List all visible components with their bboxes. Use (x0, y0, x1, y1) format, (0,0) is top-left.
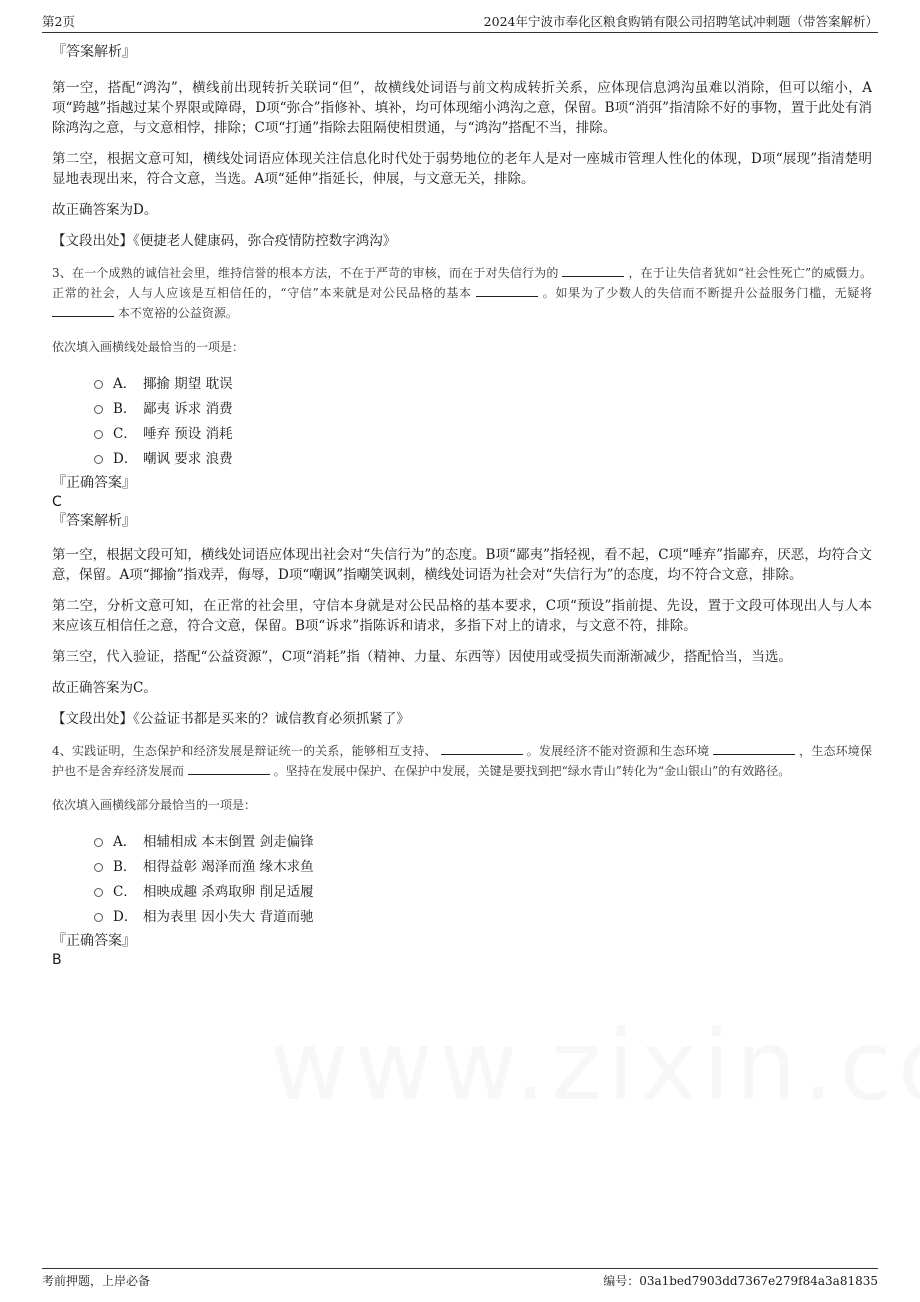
question-prompt: 依次填入画横线处最恰当的一项是： (52, 340, 245, 354)
analysis-heading: 『答案解析』 (52, 513, 136, 529)
page-footer (42, 1268, 878, 1289)
answer-conclusion: 故正确答案为D。 (52, 202, 158, 218)
radio-icon[interactable] (94, 863, 103, 872)
fill-blank (562, 264, 624, 277)
analysis-paragraph: 第三空，代入验证，搭配“公益资源”，C项“消耗”指（精神、力量、东西等）因使用或受损失而渐渐减少，搭配恰当，当选。 (52, 649, 792, 665)
document-id: 编号：03a1bed7903dd7367e279f84a3a81835 (603, 1274, 878, 1288)
page-number: 第2页 (42, 14, 75, 29)
footer-slogan: 考前押题，上岸必备 (42, 1274, 151, 1288)
radio-icon[interactable] (94, 913, 103, 922)
correct-answer-heading: 『正确答案』 (52, 475, 136, 491)
radio-icon[interactable] (94, 430, 103, 439)
source-citation: 【文段出处】《便捷老人健康码，弥合疫情防控数字鸿沟》 (52, 233, 397, 249)
analysis-paragraph: 第二空，根据文意可知，横线处词语应体现关注信息化时代处于弱势地位的老年人是对一座城市管理人性化的体现，D项“展现”指清楚明显地表现出来，符合文意，当选。A项“延伸”指延长，伸展，与文意无关，排除。 (52, 151, 872, 187)
correct-answer-heading: 『正确答案』 (52, 933, 136, 949)
question-3-options (52, 372, 872, 472)
watermark (270, 1010, 920, 1122)
analysis-paragraph: 第二空，分析文意可知，在正常的社会里，守信本身就是对公民品格的基本要求，C项“预设”指前提、先设，置于文段可体现出人与人本来应该互相信任之意，符合文意，保留。B项“诉求”指陈诉和请求，多指下对上的请求，与文意不符，排除。 (52, 598, 872, 634)
option-a[interactable]: A． 相辅相成 本末倒置 剑走偏锋 (94, 830, 872, 855)
analysis-paragraph: 第一空，根据文段可知，横线处词语应体现出社会对“失信行为”的态度。B项“鄙夷”指轻视，看不起，C项“唾弃”指鄙弃，厌恶，均符合文意，保留。A项“揶揄”指戏弄，侮辱，D项“嘲讽”指嘲笑讽刺，横线处词语为社会对“失信行为”的态度，均不符合文意，排除。 (52, 547, 872, 583)
radio-icon[interactable] (94, 838, 103, 847)
fill-blank (713, 742, 795, 755)
fill-blank (441, 742, 523, 755)
question-4-options (52, 830, 872, 930)
radio-icon[interactable] (94, 455, 103, 464)
fill-blank (476, 284, 538, 297)
page-content (52, 42, 872, 969)
radio-icon[interactable] (94, 405, 103, 414)
option-a[interactable]: A． 揶揄 期望 耽误 (94, 372, 872, 397)
option-c[interactable]: C． 相映成趣 杀鸡取卵 削足适履 (94, 880, 872, 905)
analysis-paragraph: 第一空，搭配“鸿沟”，横线前出现转折关联词“但”，故横线处词语与前文构成转折关系，应体现信息鸿沟虽难以消除，但可以缩小，A项“跨越”指越过某个界限或障碍，D项“弥合”指修补、填补，均可体现缩小鸿沟之意，保留。B项“消弭”指清除不好的事物，置于此处有消除鸿沟之意，与文意相悖，排除；C项“打通”指除去阻隔使相贯通，与“鸿沟”搭配不当，排除。 (52, 80, 872, 136)
radio-icon[interactable] (94, 888, 103, 897)
option-b[interactable]: B． 相得益彰 竭泽而渔 缘木求鱼 (94, 855, 872, 880)
option-b[interactable]: B． 鄙夷 诉求 消费 (94, 397, 872, 422)
source-citation: 【文段出处】《公益证书都是买来的？诚信教育必须抓紧了》 (52, 711, 410, 727)
analysis-heading: 『答案解析』 (52, 44, 136, 60)
correct-answer: B (52, 952, 62, 968)
radio-icon[interactable] (94, 380, 103, 389)
option-d[interactable]: D． 相为表里 因小失大 背道而驰 (94, 905, 872, 930)
question-prompt: 依次填入画横线部分最恰当的一项是： (52, 798, 257, 812)
question-3-text: 3、在一个成熟的诚信社会里，维持信誉的根本方法，不在于严苛的审核，而在于对失信行为的 ，在于让失信者犹如“社会性死亡”的威慑力。正常的社会，人与人应该是互相信任的，“守信”本来就是对公民品格的基本 。如果为了少数人的失信而不断提升公益服务门槛，无疑将 本不宽裕的公益资源。 (52, 266, 872, 320)
document-title: 2024年宁波市奉化区粮食购销有限公司招聘笔试冲刺题（带答案解析） (483, 14, 878, 29)
page-header (42, 8, 878, 33)
option-d[interactable]: D． 嘲讽 要求 浪费 (94, 447, 872, 472)
question-4-text: 4、实践证明，生态保护和经济发展是辩证统一的关系，能够相互支持、 。发展经济不能对资源和生态环境 ，生态环境保护也不是舍弃经济发展而 。坚持在发展中保护、在保护中发展，关键是要找到把“绿水青山”转化为“金山银山”的有效路径。 (52, 744, 872, 778)
correct-answer: C (52, 494, 62, 510)
option-c[interactable]: C． 唾弃 预设 消耗 (94, 422, 872, 447)
fill-blank (188, 762, 270, 775)
answer-conclusion: 故正确答案为C。 (52, 680, 157, 696)
fill-blank (52, 304, 114, 317)
